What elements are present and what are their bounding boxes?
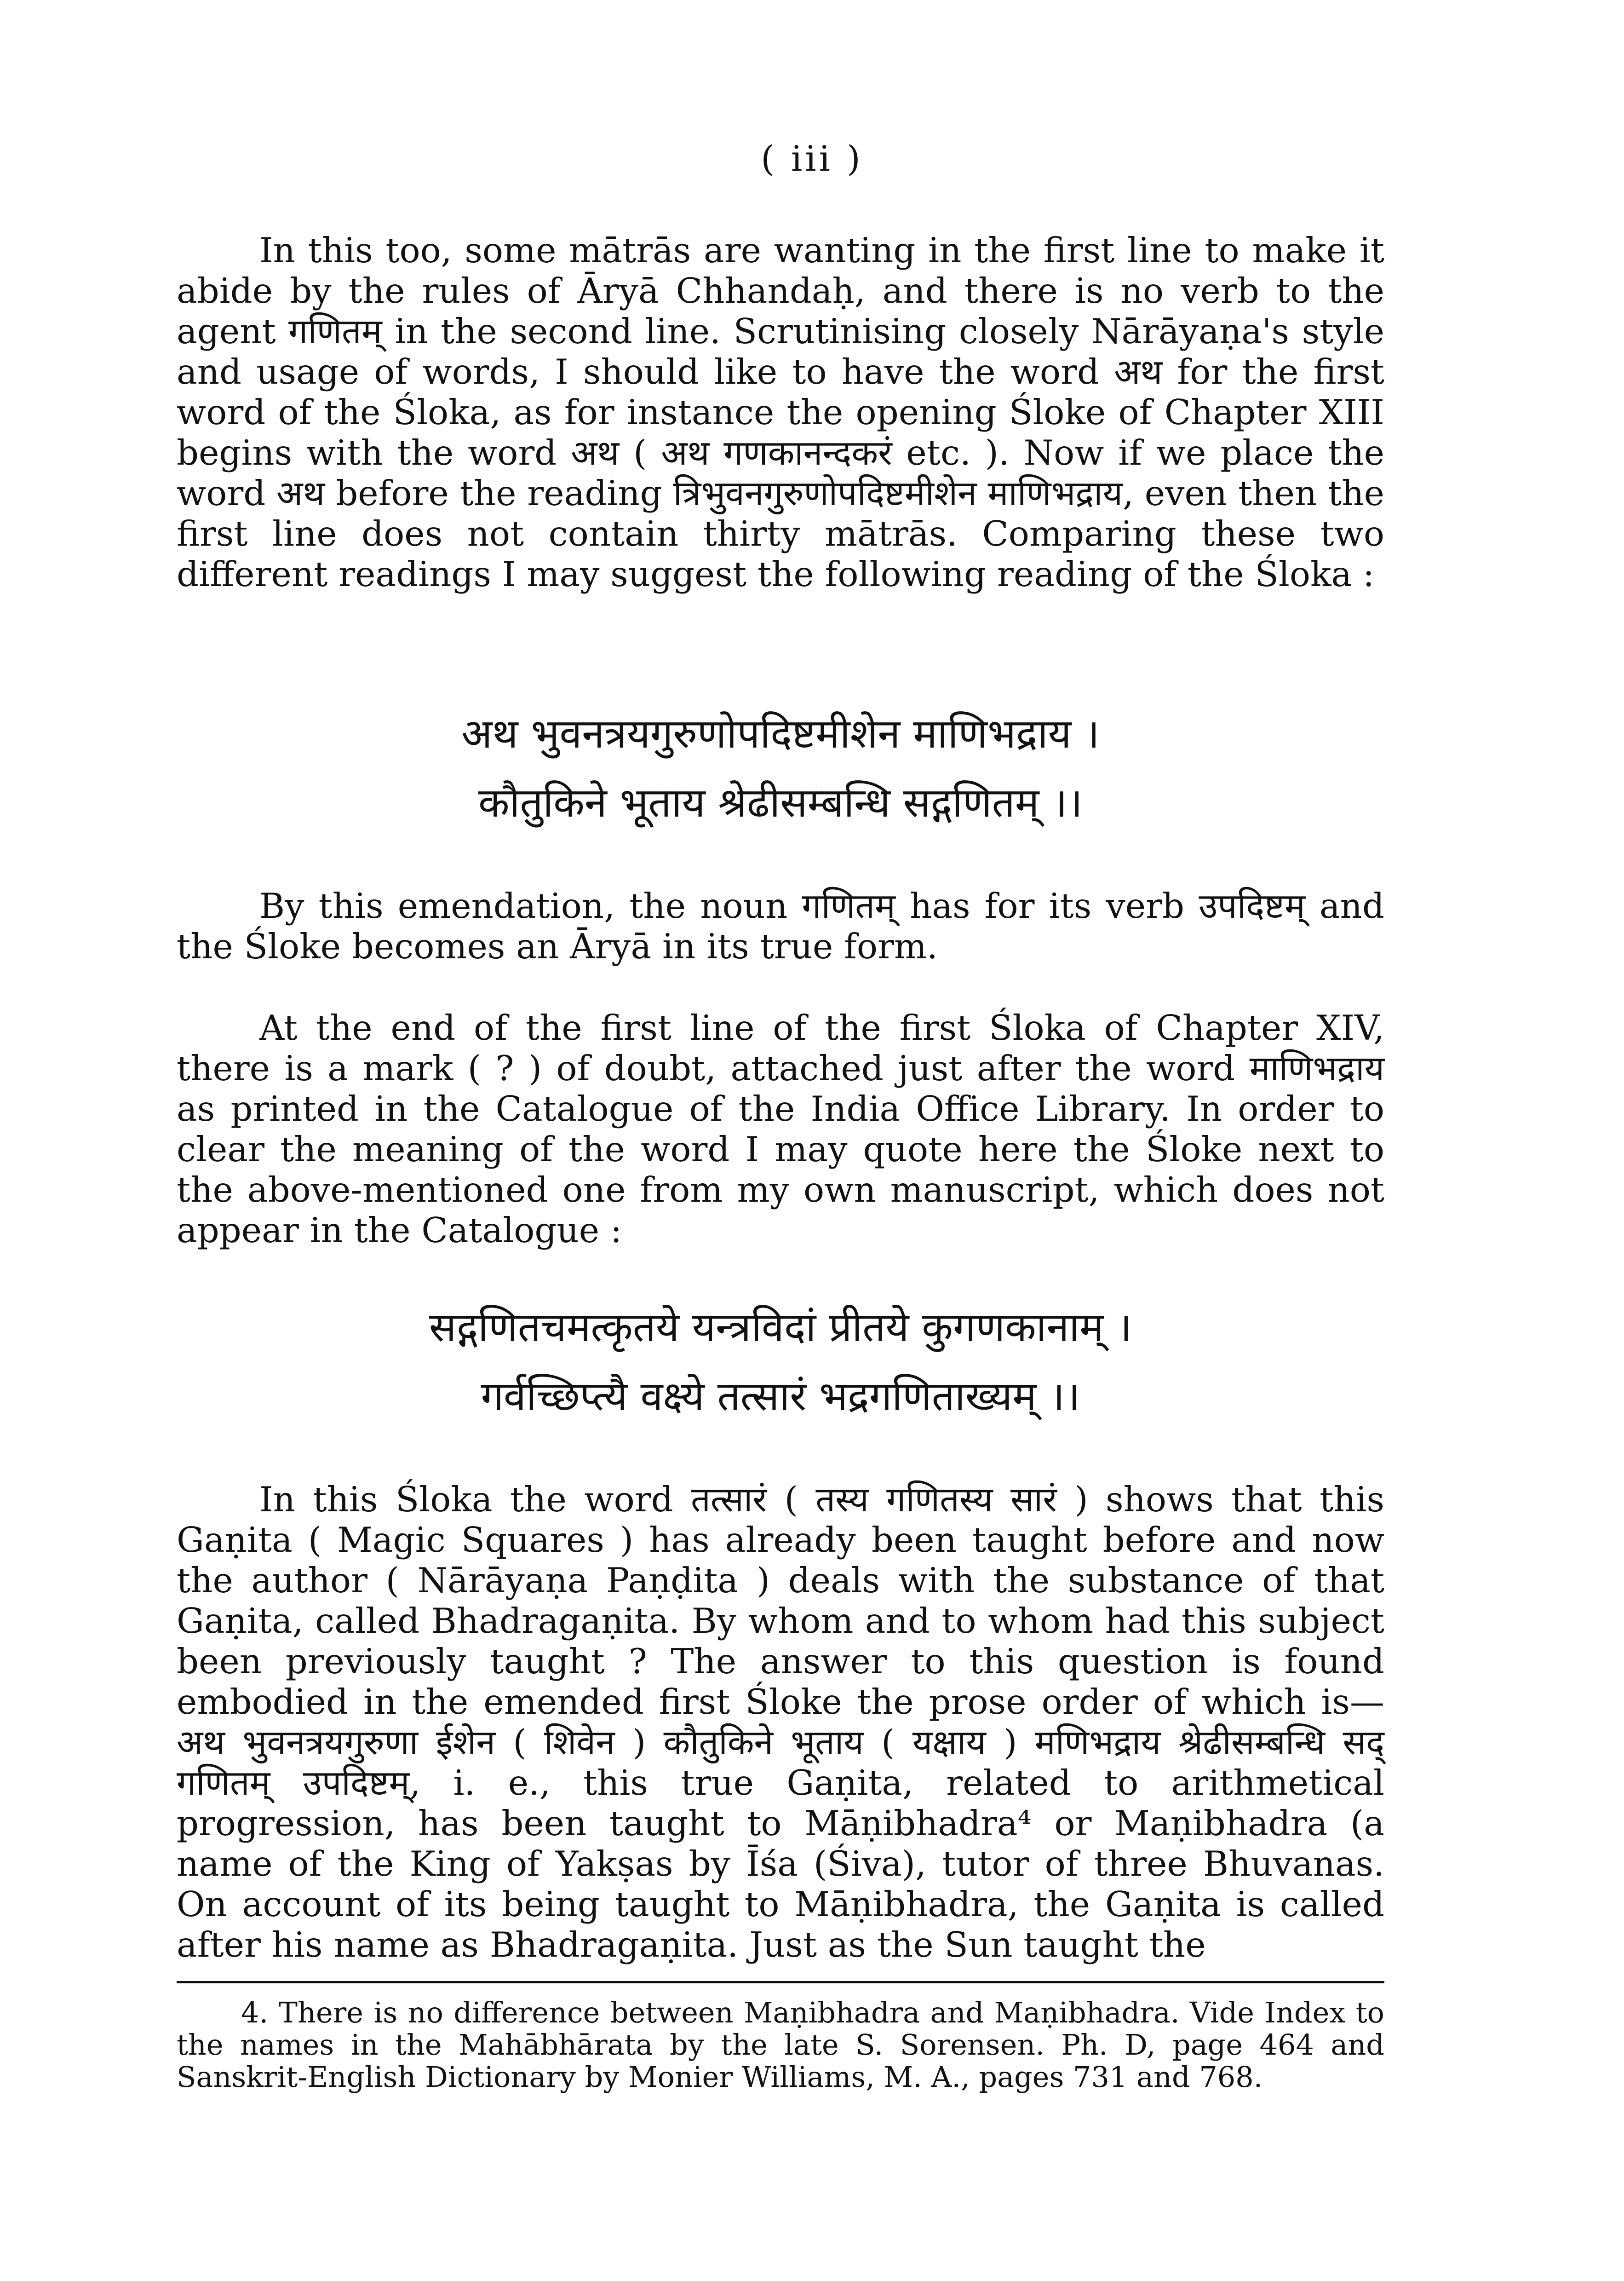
verse-1-line-2: कौतुकिने भूताय श्रेढीसम्बन्धि सद्गणितम् ।। [478,779,1083,826]
verse-2 [177,1300,1384,1424]
verse-2-line-1: सद्गणितचमत्कृतये यन्त्रविदां प्रीतये कुगणकानाम् । [429,1303,1132,1351]
footnote-divider [177,1981,1384,1983]
verse-2-line-2: गर्वच्छिप्त्यै वक्ष्ये तत्सारं भद्रगणिताख्यम् ।। [481,1372,1080,1420]
footnote-text: 4. There is no difference between Maṇibhadra and Maṇibhadra. Vide Index to the names in the Mahābhārata by the late S. Sorensen. Ph. D, page 464 and Sanskrit-English Dictionary by Monier Williams, M. A., pages 731 and 768. [177,1996,1384,2094]
paragraph-4: In this Śloka the word तत्सारं ( तस्य गणितस्य सारं ) shows that this Gaṇita ( Magic Squares ) has already been taught before and now the author ( Nārāyaṇa Paṇḍita ) deals with the substance of that Gaṇita, called Bhadragaṇita. By whom and to whom had this subject been previously taught ? The answer to this question is found embodied in the emended first Śloke the prose order of which is—अथ भुवनत्रयगुरुणा ईशेन ( शिवेन ) कौतुकिने भूताय ( यक्षाय ) मणिभद्राय श्रेढीसम्बन्धि सद् गणितम् उपदिष्टम्, i. e., this true Gaṇita, related to arithmetical progression, has been taught to Māṇibhadra⁴ or Maṇibhadra (a name of the King of Yakṣas by Īśa (Śiva), tutor of three Bhuvanas. On account of its being taught to Māṇibhadra, the Gaṇita is called after his name as Bhadragaṇita. Just as the Sun taught the [177,1479,1384,1965]
paragraph-1-block [177,230,1384,594]
verse-1-line-1: अथ भुवनत्रयगुरुणोपदिष्टमीशेन माणिभद्राय । [461,710,1100,757]
paragraph-1: In this too, some mātrās are wanting in the first line to make it abide by the rules of Āryā Chhandaḥ, and there is no verb to the agent गणितम् in the second line. Scrutinising closely Nārāyaṇa's style and usage of words, I should like to have the word अथ for the first word of the Śloka, as for instance the opening Śloke of Chapter XIII begins with the word अथ ( अथ गणकानन्दकरं etc. ). Now if we place the word अथ before the reading त्रिभुवनगुरुणोपदिष्टमीशेन माणिभद्राय, even then the first line does not contain thirty mātrās. Comparing these two different readings I may suggest the following reading of the Śloka : [177,230,1384,594]
page-number: ( iii ) [761,138,863,179]
footnote [177,1997,1384,2093]
paragraph-2-block [177,886,1384,967]
verse-1 [177,706,1384,830]
paragraph-3: At the end of the first line of the first Śloka of Chapter XIV, there is a mark ( ? ) of doubt, attached just after the word माणिभद्राय as printed in the Catalogue of the India Office Library. In order to clear the meaning of the word I may quote here the Śloke next to the above-mentioned one from my own manuscript, which does not appear in the Catalogue : [177,1008,1384,1250]
paragraph-2: By this emendation, the noun गणितम् has for its verb उपदिष्टम् and the Śloke becomes an Āryā in its true form. [177,886,1384,967]
paragraph-4-block [177,1479,1384,1965]
paragraph-3-block [177,1008,1384,1250]
